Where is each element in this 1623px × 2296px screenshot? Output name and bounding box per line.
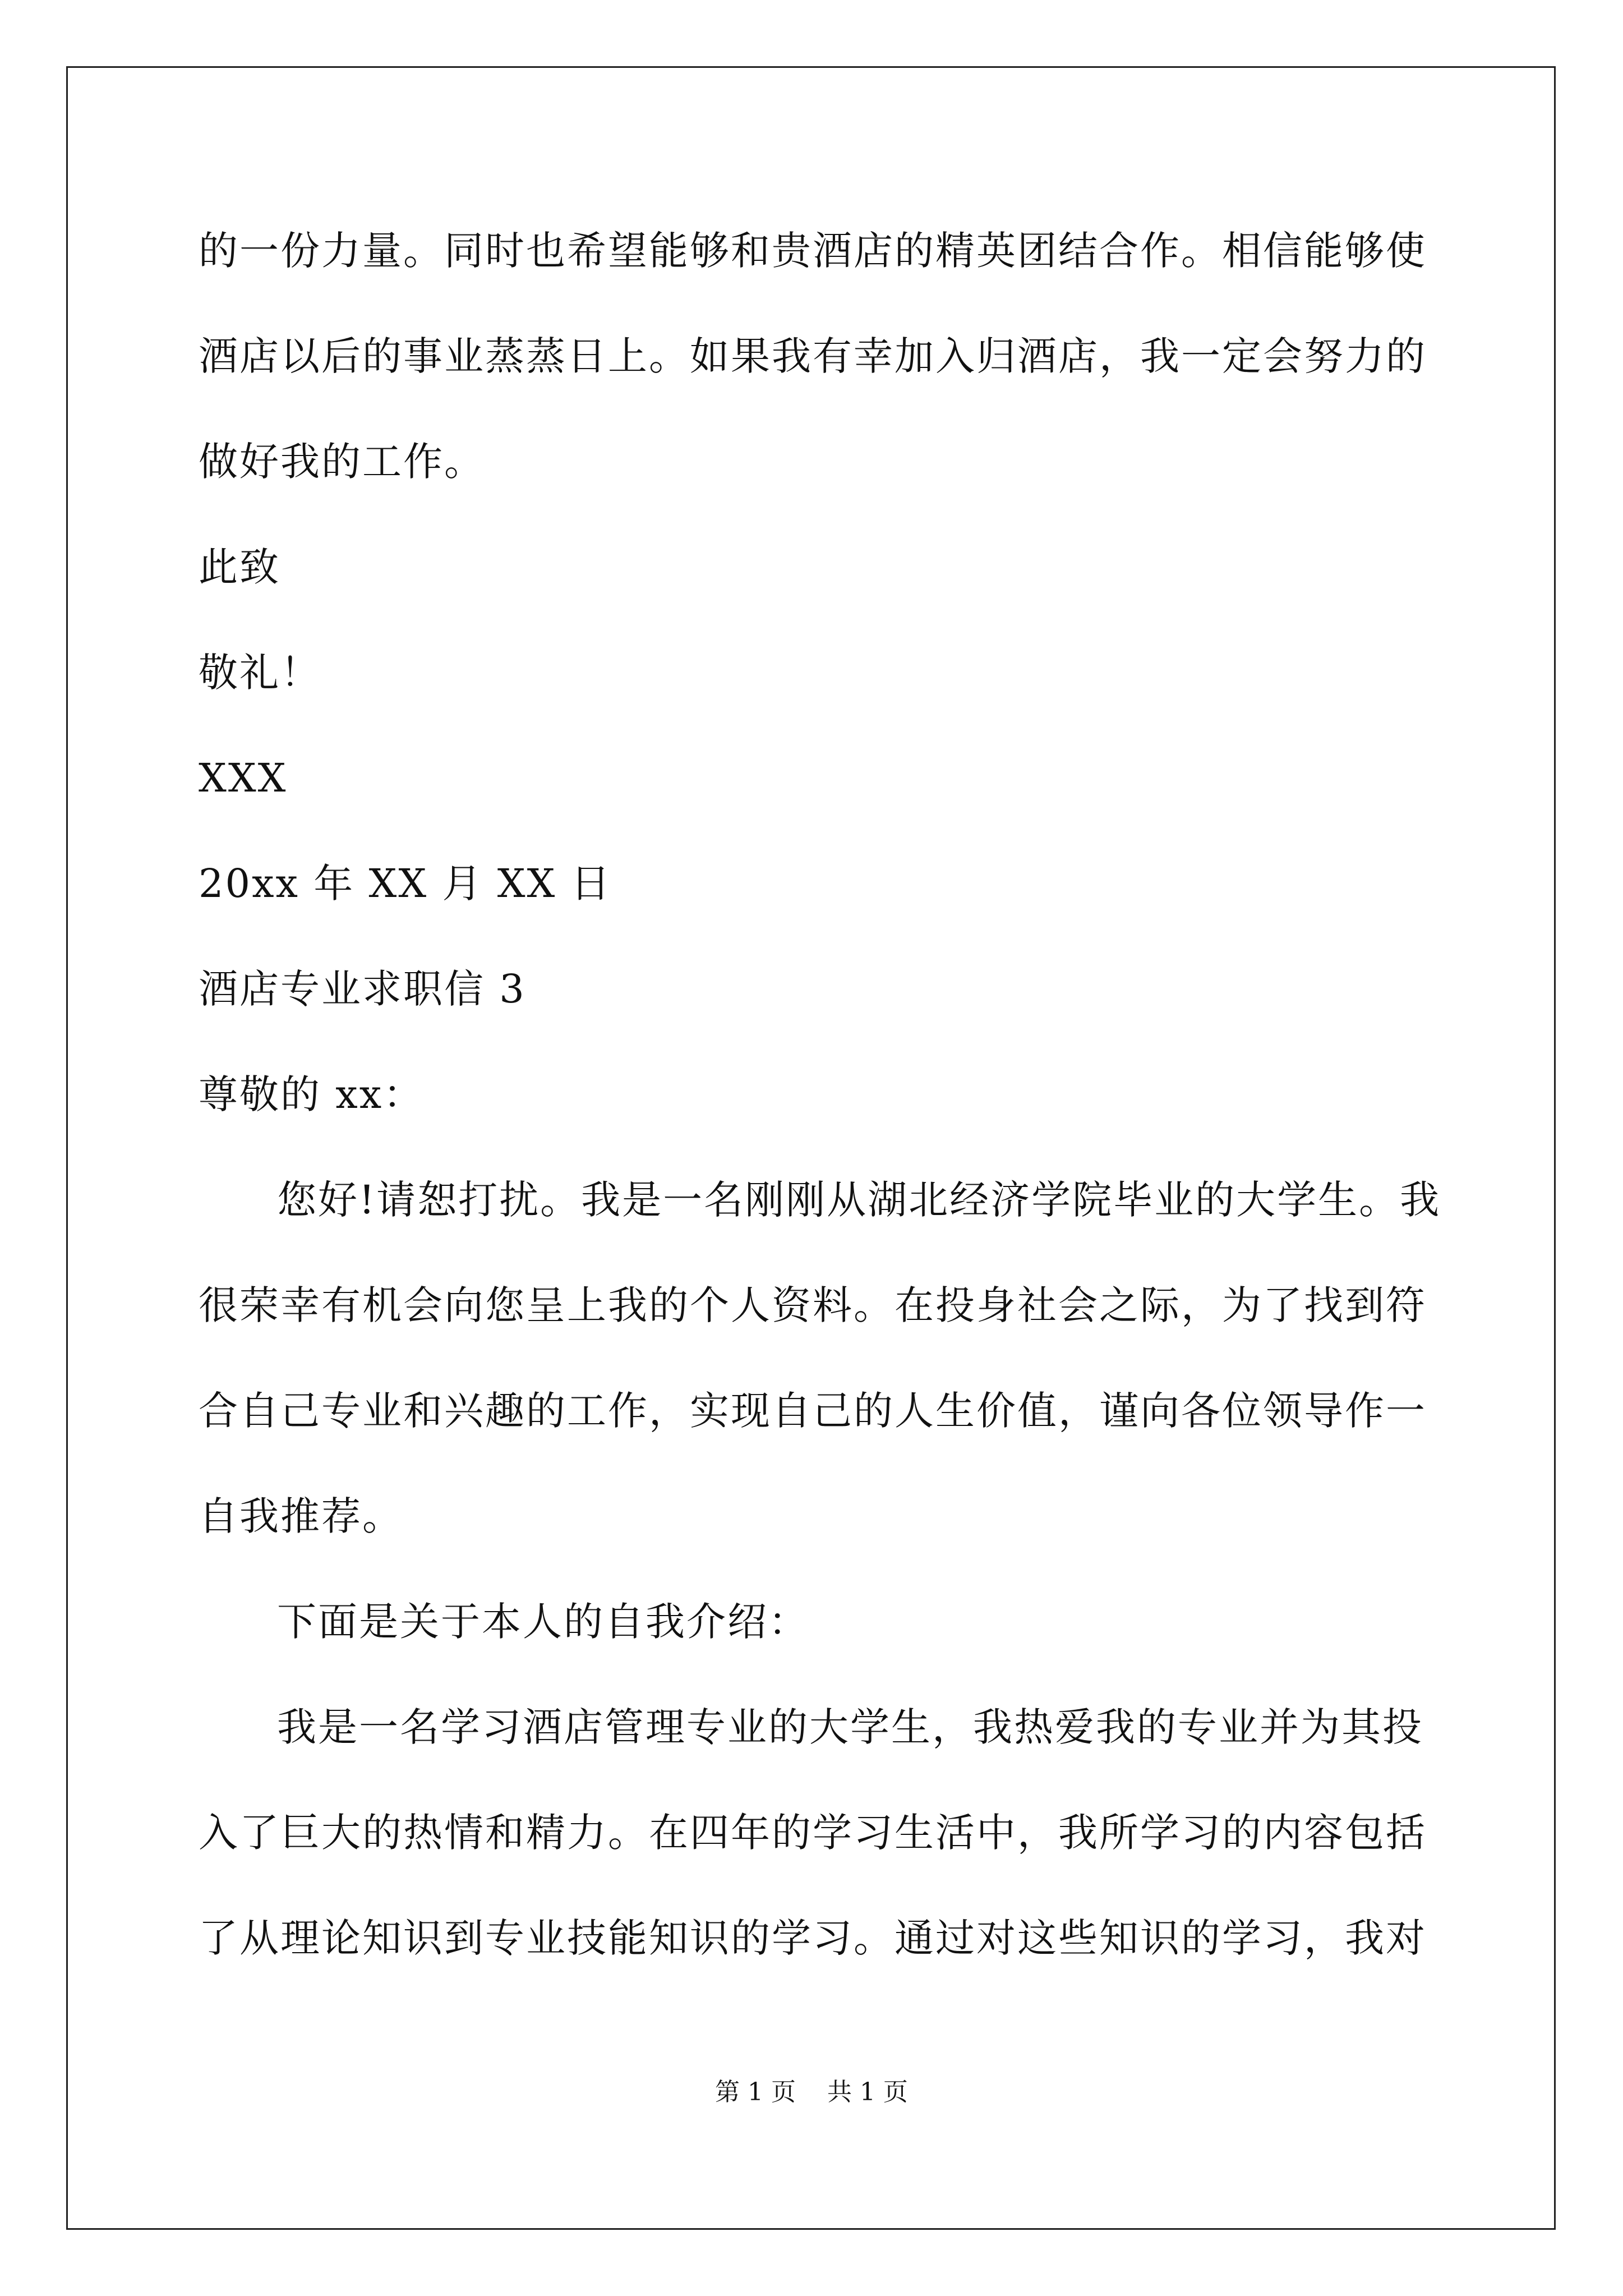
page-frame [66,66,1556,2230]
body-line: 我是一名学习酒店管理专业的大学生，我热爱我的专业并为其投 [277,1704,1423,1750]
body-line: 酒店以后的事业蒸蒸日上。如果我有幸加入归酒店，我一定会努力的 [199,333,1427,379]
body-line: 您好!请恕打扰。我是一名刚刚从湖北经济学院毕业的大学生。我 [277,1177,1441,1223]
body-line: 的一份力量。同时也希望能够和贵酒店的精英团结合作。相信能够使 [199,228,1427,274]
body-line: 了从理论知识到专业技能知识的学习。通过对这些知识的学习，我对 [199,1915,1427,1961]
body-line: 自我推荐。 [199,1493,403,1539]
letter-heading: 酒店专业求职信 3 [199,966,526,1012]
letter-greeting: 尊敬的 xx： [199,1071,425,1117]
page-footer: 第 1 页 共 1 页 [715,2078,908,2106]
signature-date: 20xx 年 XX 月 XX 日 [199,861,612,907]
body-line: 下面是关于本人的自我介绍： [277,1599,809,1645]
closing-salutation: 此致 [199,544,280,590]
signature-name: XXX [199,755,288,801]
body-line: 入了巨大的热情和精力。在四年的学习生活中，我所学习的内容包括 [199,1810,1427,1856]
body-line: 很荣幸有机会向您呈上我的个人资料。在投身社会之际，为了找到符 [199,1282,1427,1328]
body-line: 合自己专业和兴趣的工作，实现自己的人生价值，谨向各位领导作一 [199,1388,1427,1434]
body-line: 做好我的工作。 [199,439,485,485]
closing-regards: 敬礼！ [199,650,321,696]
